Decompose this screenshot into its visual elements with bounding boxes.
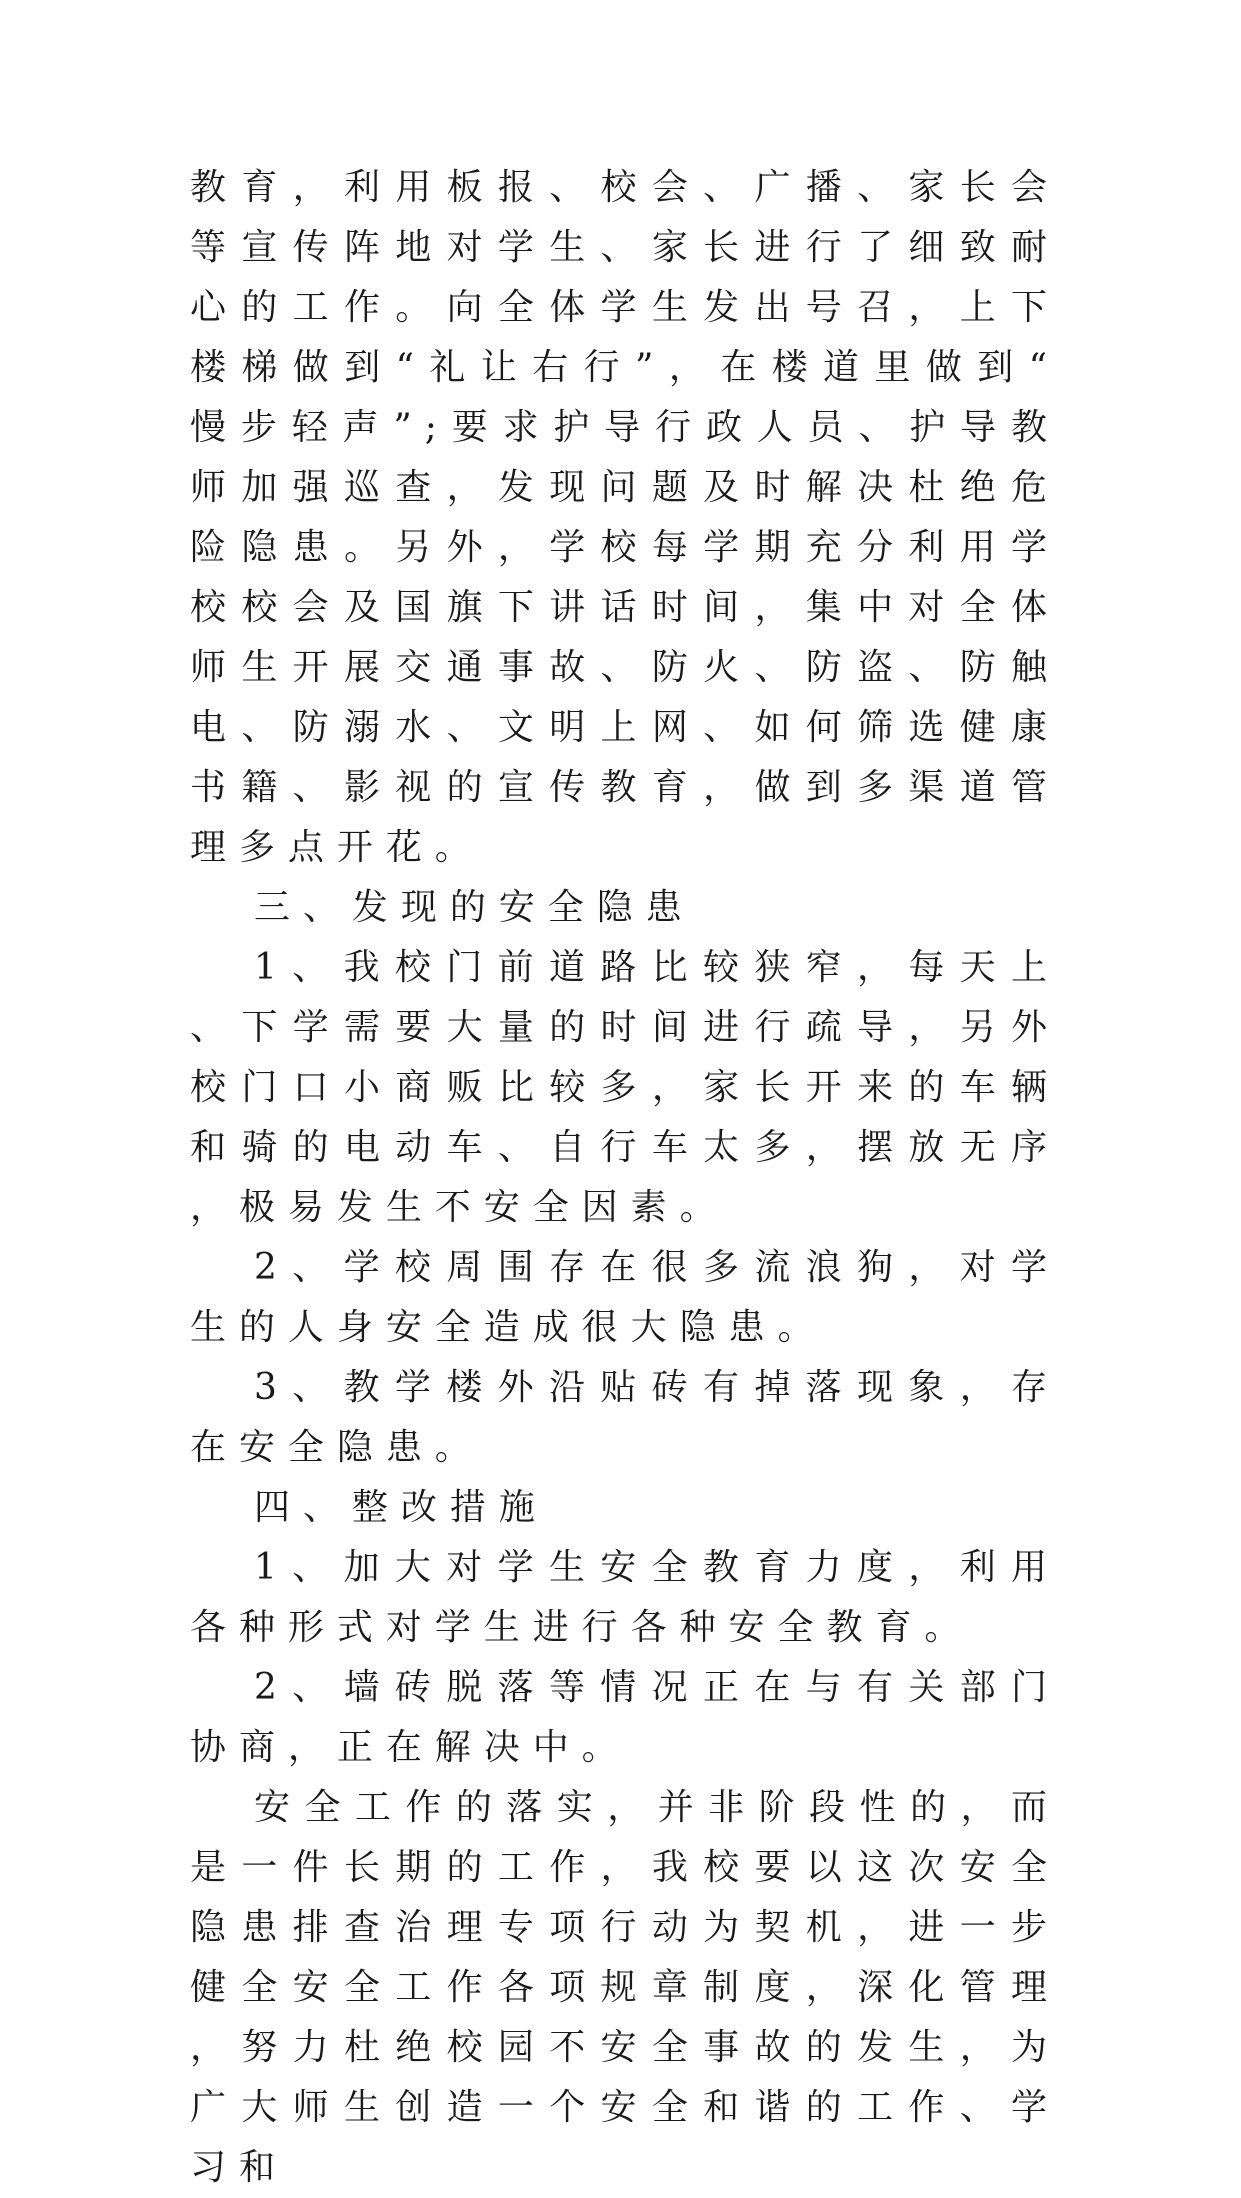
paragraph-hazard-1: 1、我校门前道路比较狭窄，每天上、下学需要大量的时间进行疏导，另外校门口小商贩比较多，家长开来的车辆和骑的电动车、自行车太多，摆放无序，极易发生不安全因素。 xyxy=(190,947,1060,1228)
paragraph-hazard-3: 3、教学楼外沿贴砖有掉落现象，存在安全隐患。 xyxy=(190,1367,1060,1468)
document-page xyxy=(190,158,1060,2198)
paragraph-measure-2: 2、墙砖脱落等情况正在与有关部门协商，正在解决中。 xyxy=(190,1667,1060,1768)
paragraph-conclusion: 安全工作的落实，并非阶段性的，而是一件长期的工作，我校要以这次安全隐患排查治理专项行动为契机，进一步健全安全工作各项规章制度，深化管理，努力杜绝校园不安全事故的发生，为广大师生创造一个安全和谐的工作、学习和 xyxy=(190,1787,1060,2188)
section-heading-rectification: 四、整改措施 xyxy=(254,1487,548,1528)
paragraph-hazard-2: 2、学校周围存在很多流浪狗，对学生的人身安全造成很大隐患。 xyxy=(190,1247,1060,1348)
section-heading-hazards-found: 三、发现的安全隐患 xyxy=(254,887,695,928)
paragraph-safety-education: 教育，利用板报、校会、广播、家长会等宣传阵地对学生、家长进行了细致耐心的工作。向全体学生发出号召，上下楼梯做到“礼让右行”，在楼道里做到“慢步轻声”;要求护导行政人员、护导教师加强巡查，发现问题及时解决杜绝危险隐患。另外，学校每学期充分利用学校校会及国旗下讲话时间，集中对全体师生开展交通事故、防火、防盗、防触电、防溺水、文明上网、如何筛选健康书籍、影视的宣传教育，做到多渠道管理多点开花。 xyxy=(190,167,1060,868)
paragraph-measure-1: 1、加大对学生安全教育力度，利用各种形式对学生进行各种安全教育。 xyxy=(190,1547,1060,1648)
